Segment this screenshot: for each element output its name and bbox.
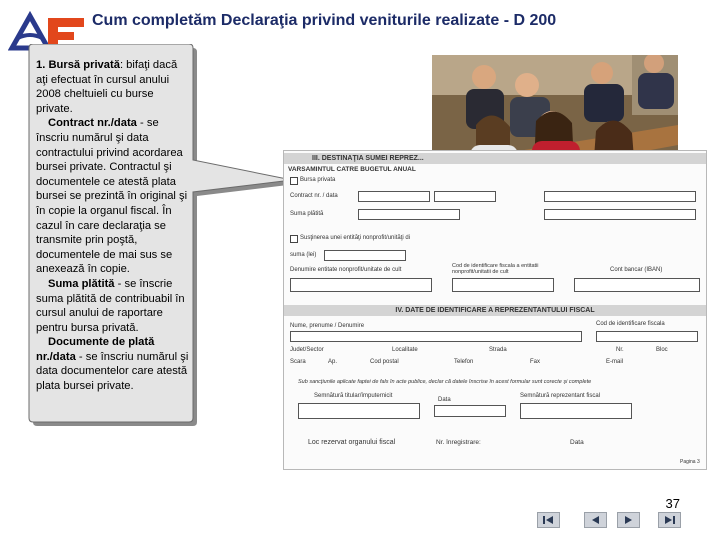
form-section-sub: VARSAMINTUL CATRE BUGETUL ANUAL bbox=[288, 166, 416, 173]
semnatura-titular-label: Semnătură titular/împuternicit bbox=[314, 393, 393, 399]
skip-forward-icon bbox=[659, 513, 680, 527]
nav-first-button[interactable] bbox=[537, 512, 560, 528]
suma-platita-label: Suma plătită bbox=[290, 211, 324, 217]
arrow-left-icon bbox=[585, 513, 606, 527]
bloc-label: Bloc bbox=[656, 347, 668, 353]
cod-identificare-input[interactable] bbox=[452, 278, 554, 292]
form-section-destinatie: III. DESTINAŢIA SUMEI REPREZ... bbox=[284, 153, 707, 164]
contract-input[interactable] bbox=[358, 191, 430, 202]
page-title: Cum completăm Declaraţia privind veniturile realizate - D 200 bbox=[92, 12, 557, 29]
nav-next-button[interactable] bbox=[617, 512, 640, 528]
cont-bancar-input[interactable] bbox=[574, 278, 700, 292]
arrow-right-icon bbox=[618, 513, 639, 527]
nr-label: Nr. bbox=[616, 347, 624, 353]
nume-input[interactable] bbox=[290, 331, 582, 342]
denumire-entitate-input[interactable] bbox=[290, 278, 432, 292]
suma-platita-input[interactable] bbox=[358, 209, 460, 220]
sustinere-label: Susţinerea unei entităţi nonprofit/unităţi di bbox=[300, 235, 411, 241]
callout-contract-label: Contract nr./data bbox=[48, 117, 137, 130]
fax-label: Fax bbox=[530, 359, 541, 365]
contract-date-input[interactable] bbox=[434, 191, 496, 202]
suma-lei-input[interactable] bbox=[324, 250, 406, 261]
sustinere-checkbox[interactable] bbox=[290, 235, 298, 243]
data-input[interactable] bbox=[434, 405, 506, 417]
declaration-statement: Sub sancţiunile aplicate faptei de fals în acte publice, declar că datele înscrise în acest formular sunt corecte şi complete bbox=[298, 379, 592, 385]
denumire-entitate-label: Denumire entitate nonprofit/unitate de cult bbox=[290, 267, 402, 273]
callout-bursa-text: : bifaţi dacă aţi efectuat în cursul anului 2008 cheltuieli cu burse private. bbox=[36, 59, 178, 115]
nav-previous-button[interactable] bbox=[584, 512, 607, 528]
nav-last-button[interactable] bbox=[658, 512, 681, 528]
loc-rezervat-label: Loc rezervat organului fiscal bbox=[308, 439, 396, 446]
strada-label: Strada bbox=[489, 347, 507, 353]
semnatura-titular-box[interactable] bbox=[298, 403, 420, 419]
nr-inregistrare-label: Nr. înregistrare: bbox=[436, 439, 481, 446]
data-label: Data bbox=[438, 397, 451, 403]
nume-label: Nume, prenume / Denumire bbox=[290, 323, 365, 329]
documente-plata-input[interactable] bbox=[544, 191, 696, 202]
callout-bursa-label: 1. Bursă privată bbox=[36, 59, 120, 71]
callout-documente-text: - se înscriu numărul şi data documentelor care atestă plata bursei private. bbox=[36, 350, 189, 393]
cod-id-fiscal-input[interactable] bbox=[596, 331, 698, 342]
form-page-label: Pagina 3 bbox=[680, 459, 700, 465]
apt-label: Ap. bbox=[328, 359, 338, 365]
d200-form-excerpt bbox=[283, 150, 707, 470]
judet-label: Judet/Sector bbox=[290, 347, 324, 353]
scara-label: Scara bbox=[290, 359, 306, 365]
semnatura-reprezentant-box[interactable] bbox=[520, 403, 632, 419]
cod-postal-label: Cod postal bbox=[370, 359, 399, 365]
documente-plata-data-input[interactable] bbox=[544, 209, 696, 220]
callout-documente-label: Documente de plată nr./data bbox=[36, 336, 155, 363]
email-label: E-mail bbox=[606, 359, 624, 365]
callout-suma-label: Suma plătită bbox=[48, 277, 115, 290]
skip-back-icon bbox=[538, 513, 559, 527]
callout-text bbox=[36, 58, 191, 394]
bursa-privata-label: Bursa privata bbox=[300, 177, 336, 183]
telefon-label: Telefon bbox=[454, 359, 474, 365]
bursa-privata-checkbox[interactable] bbox=[290, 177, 298, 185]
callout-bubble bbox=[26, 44, 302, 428]
semnatura-reprezentant-label: Semnătură reprezentant fiscal bbox=[520, 393, 601, 399]
cod-id-fiscal-label: Cod de identificare fiscala bbox=[596, 321, 665, 327]
cont-bancar-label: Cont bancar (IBAN) bbox=[610, 267, 663, 273]
suma-lei-label: suma (lei) bbox=[290, 252, 317, 258]
cod-identificare-label: Cod de identificare fiscala a entitatii nonprofit/unitatii de cult bbox=[452, 263, 539, 275]
form-section-reprezentant: IV. DATE DE IDENTIFICARE A REPREZENTANTULUI FISCAL bbox=[284, 305, 706, 316]
callout-contract-text: - se înscriu numărul şi data contractului privind acordarea bursei private. Contractul şi documentele ce atestă plata bursei se prezintă în original şi în copie la organul fiscal. În cazul în care declaraţia se transmite prin poştă, documentele de mai sus se anexează în copie. bbox=[36, 117, 188, 276]
callout-suma-text: - se înscrie suma plătită de contribuabil în cursul anului de raportare pentru bursa privată. bbox=[36, 277, 185, 334]
localitate-label: Localitate bbox=[392, 347, 418, 353]
slide-number: 37 bbox=[665, 496, 680, 511]
contract-label: Contract nr. / data bbox=[290, 193, 338, 199]
data-inregistrare-label: Data bbox=[570, 439, 584, 446]
